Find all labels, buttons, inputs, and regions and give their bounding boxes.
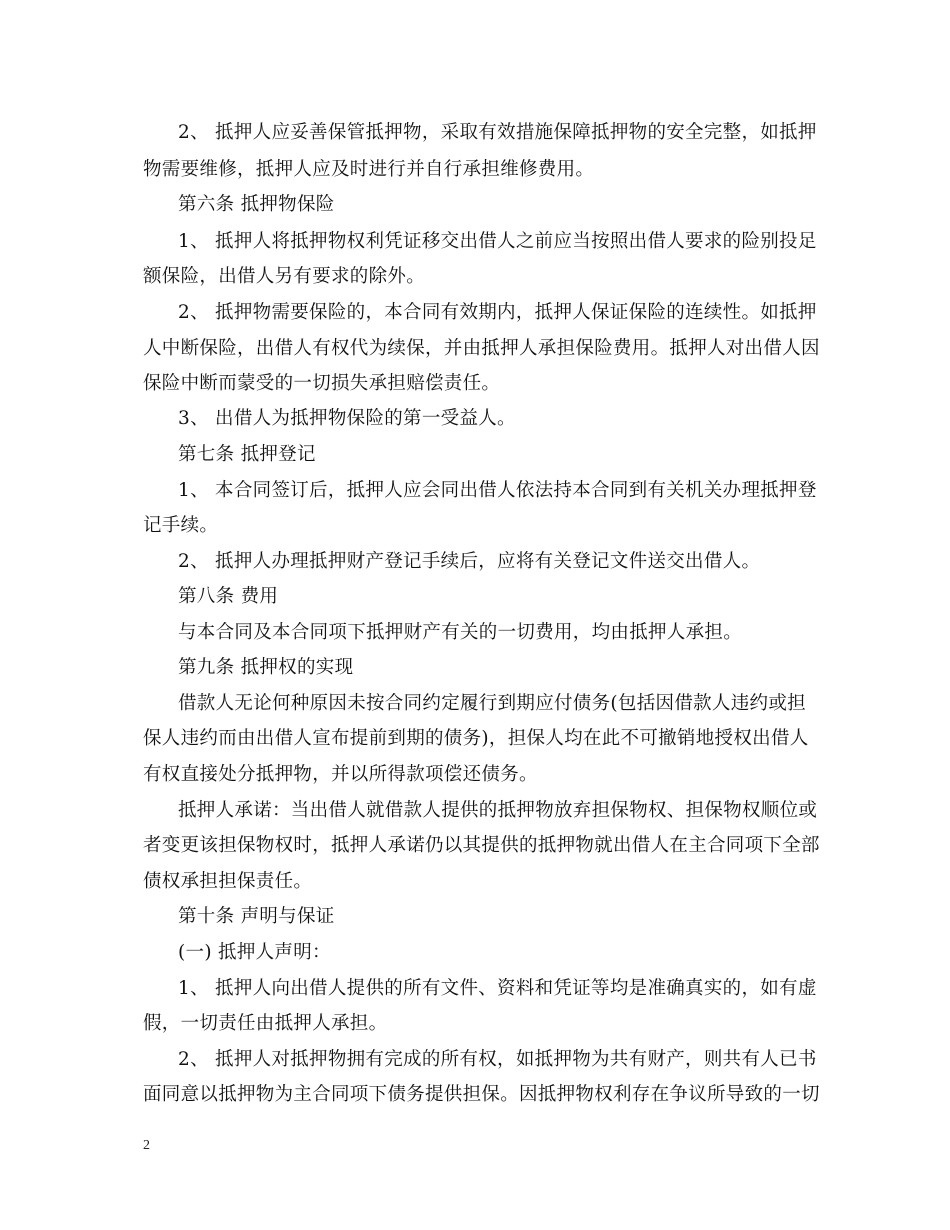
text-line: 保人违约而由出借人宣布提前到期的债务)，担保人均在此不可撤销地授权出借人 [143,728,809,749]
section-heading: 第十条 声明与保证 [178,906,335,927]
text-line: 物需要维修，抵押人应及时进行并自行承担维修费用。 [143,159,595,180]
text-line: 记手续。 [143,515,219,536]
text-line: 2、 抵押人应妥善保管抵押物，采取有效措施保障抵押物的安全完整，如抵押 [178,122,817,143]
text-line: 2、 抵押人办理抵押财产登记手续后，应将有关登记文件送交出借人。 [178,551,761,572]
text-line: 面同意以抵押物为主合同项下债务提供担保。因抵押物权利存在争议所导致的一切 [143,1084,820,1105]
text-line: 额保险，出借人另有要求的除外。 [143,266,426,287]
text-line: 1、 本合同签订后，抵押人应会同出借人依法持本合同到有关机关办理抵押登 [178,480,817,501]
text-line: 1、 抵押人向出借人提供的所有文件、资料和凭证等均是准确真实的，如有虚 [178,978,817,999]
text-line: 债权承担担保责任。 [143,871,313,892]
section-heading: 第六条 抵押物保险 [178,194,335,215]
text-line: 3、 出借人为抵押物保险的第一受益人。 [178,408,516,429]
text-line: 保险中断而蒙受的一切损失承担赔偿责任。 [143,373,501,394]
text-line: 与本合同及本合同项下抵押财产有关的一切费用，均由抵押人承担。 [178,622,743,643]
subsection-heading: (一) 抵押人声明： [178,942,331,963]
text-line: 人中断保险，出借人有权代为续保，并由抵押人承担保险费用。抵押人对出借人因 [143,338,820,359]
text-line: 抵押人承诺：当出借人就借款人提供的抵押物放弃担保物权、担保物权顺位或 [178,800,818,821]
text-line: 1、 抵押人将抵押物权利凭证移交出借人之前应当按照出借人要求的险别投足 [178,231,817,252]
text-line: 借款人无论何种原因未按合同约定履行到期应付债务(包括因借款人违约或担 [178,693,806,714]
page-number: 2 [143,1138,150,1153]
text-line: 有权直接处分抵押物，并以所得款项偿还债务。 [143,764,538,785]
text-line: 2、 抵押人对抵押物拥有完成的所有权，如抵押物为共有财产，则共有人已书 [178,1049,817,1070]
text-line: 假，一切责任由抵押人承担。 [143,1013,388,1034]
text-line: 者变更该担保物权时，抵押人承诺仍以其提供的抵押物就出借人在主合同项下全部 [143,835,820,856]
section-heading: 第九条 抵押权的实现 [178,657,354,678]
section-heading: 第七条 抵押登记 [178,444,316,465]
section-heading: 第八条 费用 [178,586,279,607]
text-line: 2、 抵押物需要保险的，本合同有效期内，抵押人保证保险的连续性。如抵押 [178,302,817,323]
